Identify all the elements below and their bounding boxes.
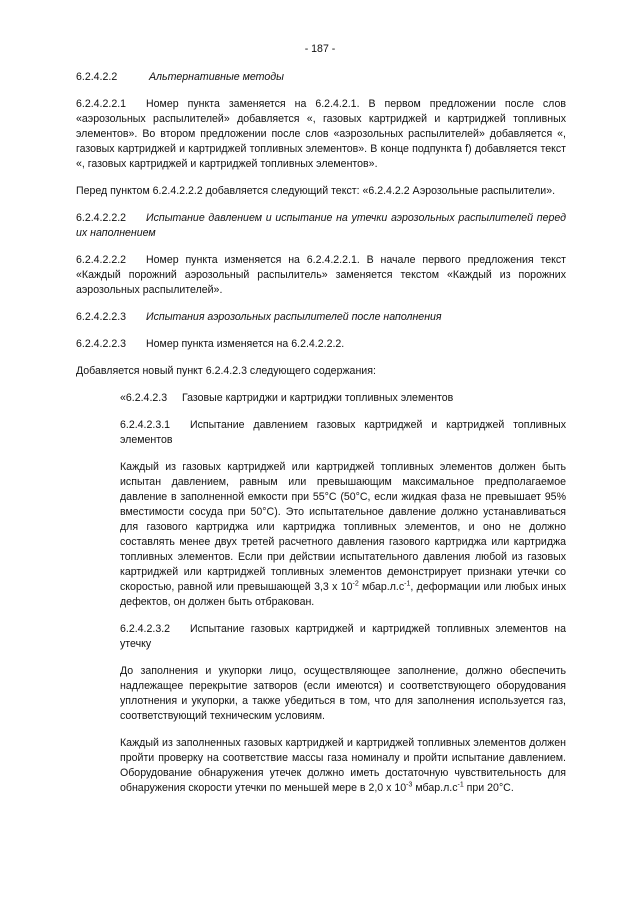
section-number: 6.2.4.2.3.2	[120, 623, 171, 635]
paragraph-text: Добавляется новый пункт 6.2.4.2.3 следующего содержания:	[76, 365, 376, 377]
section-title: Испытание газовых картриджей и картриджей топливных элементов на утечку	[120, 623, 566, 650]
paragraph-text: Номер пункта заменяется на 6.2.4.2.1. В первом предложении после слов «аэрозольных распылителей» добавляется «, газовых картриджей и картриджей топливных элементов». Во втором предложении после слов «аэрозольных распылителей» добавляется «, газовых картриджей и картриджей топливных элементов». В конце подпункта f) добавляется текст «, газовых картриджей и картриджей топливных элементов».	[76, 98, 566, 170]
section-title: Испытание давлением газовых картриджей и картриджей топливных элементов	[120, 419, 566, 446]
paragraph-text: Каждый из газовых картриджей или картриджей топливных элементов должен быть испытан давлением, равным или превышающим максимальное предполагаемое давление в заполненной емкости при 55°C (50°C, если жидкая фаза не превышает 95% вместимости сосуда при 50°C). Это испытательное давление должно устанавливаться для газового картриджа или картриджа топливных элементов, и оно не должно составлять менее двух третей расчетного давления газового картриджа или картриджа топливных элементов. Если при действии испытательного давления любой из газовых картриджей или картриджей топливных элементов демонстрирует признаки утечки со скоростью, равной или превышающей 3,3 x 10	[120, 461, 566, 593]
section-heading	[120, 391, 566, 406]
section-number: 6.2.4.2.2.1	[76, 98, 127, 110]
section-title: Испытание давлением и испытание на утечки аэрозольных распылителей перед их наполнением	[76, 212, 566, 239]
paragraph-text: До заполнения и укупорки лицо, осуществляющее заполнение, должно обеспечить надлежащее перекрытие затворов (если имеются) и соответствующего оборудования уплотнения и укупорки, а также убедиться в том, что для заполнения используется газ, соответствующий техническим условиям.	[120, 665, 566, 722]
superscript: -2	[352, 580, 359, 588]
section-number: 6.2.4.2.2	[76, 71, 118, 83]
paragraph	[76, 184, 566, 199]
paragraph	[76, 253, 566, 298]
section-number: 6.2.4.2.2.3	[76, 311, 127, 323]
section-title: Испытания аэрозольных распылителей после наполнения	[146, 311, 442, 323]
paragraph-text: , деформации или любых иных дефектов, он должен быть отбракован.	[120, 581, 566, 608]
section-number: 6.2.4.2.3.1	[120, 419, 171, 431]
section-heading	[76, 70, 566, 85]
inserted-text-block	[120, 391, 566, 796]
section-heading	[76, 310, 566, 325]
section-heading	[120, 418, 566, 448]
paragraph	[76, 97, 566, 172]
section-number: 6.2.4.2.2.2	[76, 254, 127, 266]
section-title: Газовые картриджи и картриджи топливных элементов	[182, 392, 454, 404]
paragraph-text: Номер пункта изменяется на 6.2.4.2.2.1. В начале первого предложения текст «Каждый порожний аэрозольный распылитель» заменяется текстом «Каждый из порожних аэрозольных распылителей».	[76, 254, 566, 296]
section-number: 6.2.4.2.2.3	[76, 338, 127, 350]
paragraph	[76, 364, 566, 379]
superscript: -1	[404, 580, 411, 588]
paragraph-text: при 20°C.	[463, 782, 514, 794]
paragraph-text: мбар.л.с	[358, 581, 405, 593]
paragraph	[76, 337, 566, 352]
paragraph	[120, 664, 566, 724]
section-number: 6.2.4.2.2.2	[76, 212, 127, 224]
section-title: Альтернативные методы	[148, 71, 284, 83]
paragraph	[120, 460, 566, 610]
paragraph-text: Каждый из заполненных газовых картриджей и картриджей топливных элементов должен пройти проверку на соответствие массы газа номиналу и пройти испытание давлением. Оборудование обнаружения утечек должно иметь достаточную чувствительность для обнаружения скорости утечки по меньшей мере в 2,0 x 10	[120, 737, 566, 794]
section-heading	[120, 622, 566, 652]
paragraph	[120, 736, 566, 796]
paragraph-text: Перед пунктом 6.2.4.2.2.2 добавляется следующий текст: «6.2.4.2.2 Аэрозольные распылители».	[76, 185, 556, 197]
superscript: -1	[457, 781, 464, 789]
superscript: -3	[406, 781, 413, 789]
document-body	[76, 70, 566, 808]
paragraph-text: мбар.л.с	[412, 782, 458, 794]
section-heading	[76, 211, 566, 241]
page-number: - 187 -	[304, 43, 336, 55]
paragraph-text: Номер пункта изменяется на 6.2.4.2.2.2.	[146, 338, 345, 350]
section-number: «6.2.4.2.3	[120, 392, 168, 404]
